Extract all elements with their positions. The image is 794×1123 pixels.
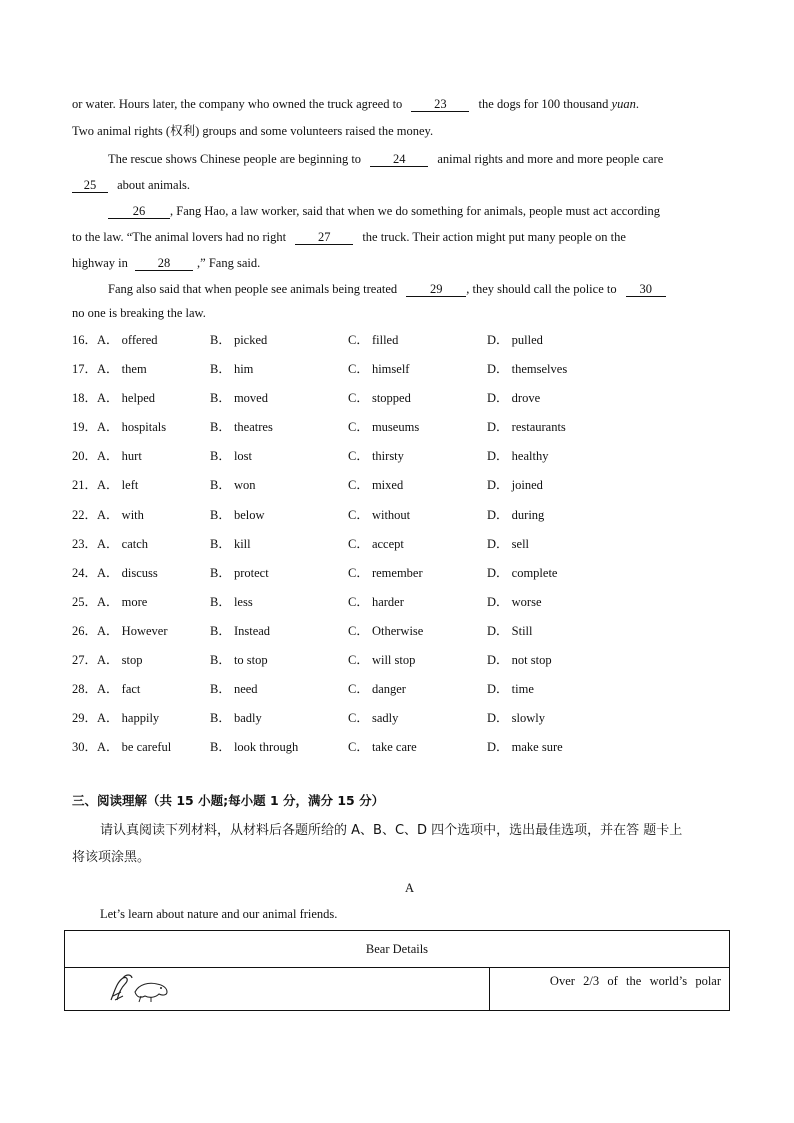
option-c[interactable]: C． stopped	[348, 391, 411, 405]
option-d[interactable]: D． pulled	[487, 333, 543, 347]
passage-text: , Fang Hao, a law worker, said that when we do something for animals, people must act according	[170, 204, 660, 218]
option-b[interactable]: B． Instead	[210, 624, 271, 638]
option-c[interactable]: C． sadly	[348, 711, 399, 725]
blank-25: 25	[72, 178, 108, 193]
option-a[interactable]: 17．A． them	[72, 362, 147, 376]
passage-text: about animals.	[117, 178, 191, 192]
passage-line-5	[108, 203, 660, 219]
blank-24: 24	[370, 152, 428, 167]
option-c[interactable]: C． Otherwise	[348, 624, 424, 638]
option-b[interactable]: B． won	[210, 478, 256, 492]
option-c[interactable]: C． will stop	[348, 653, 416, 667]
passage-text: Fang also said that when people see animals being treated	[108, 282, 398, 296]
option-a[interactable]: 30．A． be careful	[72, 740, 172, 754]
passage-text: or water. Hours later, the company who owned the truck agreed to	[72, 97, 403, 111]
table-title: Bear Details	[365, 941, 429, 956]
option-d[interactable]: D． restaurants	[487, 420, 566, 434]
option-a[interactable]: 28．A． fact	[72, 682, 141, 696]
option-c[interactable]: C． without	[348, 508, 411, 522]
option-b[interactable]: B． below	[210, 508, 265, 522]
option-d[interactable]: D． time	[487, 682, 534, 696]
option-b[interactable]: B． picked	[210, 333, 268, 347]
option-a[interactable]: 18．A． helped	[72, 391, 155, 405]
option-b[interactable]: B． badly	[210, 711, 262, 725]
option-a[interactable]: 20．A． hurt	[72, 449, 142, 463]
option-d[interactable]: D． during	[487, 508, 545, 522]
option-a[interactable]: 25．A． more	[72, 595, 148, 609]
option-a[interactable]: 16．A． offered	[72, 333, 158, 347]
table-text: Over 2/3 of the world’s polar	[549, 974, 721, 988]
option-d[interactable]: D． healthy	[487, 449, 549, 463]
option-a[interactable]: 26．A． However	[72, 624, 168, 638]
passage-italic-yuan: yuan	[611, 97, 636, 111]
option-c[interactable]: C． harder	[348, 595, 404, 609]
option-d[interactable]: D． slowly	[487, 711, 545, 725]
option-b[interactable]: B． protect	[210, 566, 269, 580]
option-c[interactable]: C． filled	[348, 333, 399, 347]
option-b[interactable]: B． need	[210, 682, 258, 696]
option-d[interactable]: D． themselves	[487, 362, 568, 376]
passage-text: no one is breaking the law.	[72, 306, 206, 320]
option-a[interactable]: 29．A． happily	[72, 711, 160, 725]
option-d[interactable]: D． sell	[487, 537, 530, 551]
option-d[interactable]: D． worse	[487, 595, 542, 609]
blank-28: 28	[135, 256, 193, 271]
option-b[interactable]: B． look through	[210, 740, 299, 754]
passage-text: highway in	[72, 256, 128, 270]
polar-bear-icon	[105, 970, 175, 1004]
passage-intro: Let’s learn about nature and our animal friends.	[100, 907, 338, 921]
option-a[interactable]: 24．A． discuss	[72, 566, 158, 580]
option-b[interactable]: B． lost	[210, 449, 253, 463]
option-c[interactable]: C． himself	[348, 362, 410, 376]
option-c[interactable]: C． danger	[348, 682, 406, 696]
option-d[interactable]: D． not stop	[487, 653, 552, 667]
option-a[interactable]: 19．A． hospitals	[72, 420, 167, 434]
passage-text: ,” Fang said.	[197, 256, 261, 270]
passage-label: A	[405, 881, 415, 895]
passage-text: animal rights and more and more people care	[437, 152, 664, 166]
option-c[interactable]: C． take care	[348, 740, 417, 754]
option-c[interactable]: C． museums	[348, 420, 420, 434]
section-heading: 三、阅读理解（共 15 小题;每小题 1 分，满分 15 分）	[72, 793, 385, 808]
option-b[interactable]: B． him	[210, 362, 254, 376]
passage-line-9	[72, 305, 206, 321]
blank-23: 23	[411, 97, 469, 112]
passage-text: the truck. Their action might put many people on the	[362, 230, 626, 244]
blank-30: 30	[626, 282, 666, 297]
option-d[interactable]: D． make sure	[487, 740, 563, 754]
option-a[interactable]: 23．A． catch	[72, 537, 149, 551]
passage-line-6	[72, 229, 626, 245]
bear-details-table	[64, 930, 730, 1011]
option-c[interactable]: C． mixed	[348, 478, 404, 492]
blank-29: 29	[406, 282, 466, 297]
table-title-cell	[65, 931, 730, 968]
passage-text: The rescue shows Chinese people are beginning to	[108, 152, 362, 166]
passage-line-1: or water. Hours later, the company who owned the truck agreed to 23 the dogs for 100 thousand yuan.	[72, 97, 639, 111]
option-d[interactable]: D． Still	[487, 624, 533, 638]
passage-text: the dogs for 100 thousand	[478, 97, 609, 111]
blank-27: 27	[295, 230, 353, 245]
option-d[interactable]: D． drove	[487, 391, 541, 405]
instruction-line-1: 请认真阅读下列材料，从材料后各题所给的 A、B、C、D 四个选项中，选出最佳选项，并在答 题卡上	[100, 823, 683, 838]
table-image-cell	[65, 968, 490, 1011]
passage-text: , they should call the police to	[466, 282, 617, 296]
option-b[interactable]: B． theatres	[210, 420, 273, 434]
option-b[interactable]: B． kill	[210, 537, 251, 551]
blank-26: 26	[108, 204, 170, 219]
passage-line-7	[72, 255, 260, 271]
option-a[interactable]: 22．A． with	[72, 508, 144, 522]
option-b[interactable]: B． less	[210, 595, 253, 609]
table-text-cell	[490, 968, 730, 1011]
passage-line-2	[72, 123, 433, 139]
passage-text: Two animal rights (权利) groups and some volunteers raised the money.	[72, 124, 434, 138]
option-d[interactable]: D． complete	[487, 566, 558, 580]
option-b[interactable]: B． to stop	[210, 653, 268, 667]
passage-line-4	[72, 177, 190, 193]
passage-line-8	[108, 281, 666, 297]
passage-text: to the law. “The animal lovers had no right	[72, 230, 287, 244]
option-c[interactable]: C． accept	[348, 537, 404, 551]
option-c[interactable]: C． thirsty	[348, 449, 404, 463]
option-c[interactable]: C． remember	[348, 566, 423, 580]
option-a[interactable]: 21．A． left	[72, 478, 139, 492]
option-a[interactable]: 27．A． stop	[72, 653, 143, 667]
passage-line-3	[108, 151, 663, 167]
instruction-line-2: 将该项涂黑。	[72, 850, 151, 865]
option-b[interactable]: B． moved	[210, 391, 268, 405]
option-d[interactable]: D． joined	[487, 478, 543, 492]
